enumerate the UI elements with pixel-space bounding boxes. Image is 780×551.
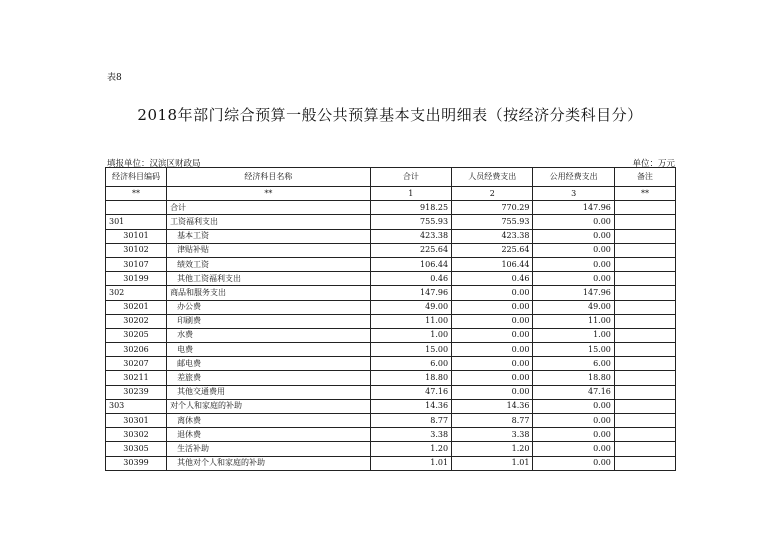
row-public-cell: 0.00 xyxy=(533,428,614,442)
row-note-cell xyxy=(614,399,675,413)
row-total-cell: 1.20 xyxy=(370,442,451,456)
table-row xyxy=(106,442,676,456)
row-note-cell xyxy=(614,201,675,215)
table-row xyxy=(106,328,676,342)
row-name-cell: 其他工资福利支出 xyxy=(167,272,371,286)
row-name-cell: 印刷费 xyxy=(167,314,371,328)
row-note-cell xyxy=(614,428,675,442)
row-code-cell: 30202 xyxy=(106,314,167,328)
table-row xyxy=(106,428,676,442)
row-note-cell xyxy=(614,257,675,271)
row-note-cell xyxy=(614,371,675,385)
row-code-cell: 30207 xyxy=(106,357,167,371)
row-public-cell: 0.00 xyxy=(533,215,614,229)
row-total-cell: 47.16 xyxy=(370,385,451,399)
row-name-cell: 其他交通费用 xyxy=(167,385,371,399)
row-personnel-cell: 106.44 xyxy=(452,257,533,271)
table-row xyxy=(106,357,676,371)
index-cell: 1 xyxy=(370,187,451,201)
index-row xyxy=(106,187,676,201)
row-personnel-cell: 0.00 xyxy=(452,385,533,399)
table-row xyxy=(106,456,676,470)
row-code-cell: 301 xyxy=(106,215,167,229)
index-cell: ** xyxy=(167,187,371,201)
row-personnel-cell: 0.00 xyxy=(452,371,533,385)
row-personnel-cell: 423.38 xyxy=(452,229,533,243)
row-public-cell: 0.00 xyxy=(533,243,614,257)
row-code-cell: 30211 xyxy=(106,371,167,385)
row-code-cell: 30199 xyxy=(106,272,167,286)
table-row xyxy=(106,215,676,229)
row-code-cell: 303 xyxy=(106,399,167,413)
row-code-cell: 30206 xyxy=(106,343,167,357)
row-personnel-cell: 0.00 xyxy=(452,286,533,300)
row-note-cell xyxy=(614,357,675,371)
row-personnel-cell: 755.93 xyxy=(452,215,533,229)
row-name-cell: 电费 xyxy=(167,343,371,357)
row-total-cell: 147.96 xyxy=(370,286,451,300)
row-public-cell: 147.96 xyxy=(533,201,614,215)
row-name-cell: 商品和服务支出 xyxy=(167,286,371,300)
reporting-unit: 填报单位：汉滨区财政局 xyxy=(107,159,201,169)
row-public-cell: 47.16 xyxy=(533,385,614,399)
row-note-cell xyxy=(614,442,675,456)
row-total-cell: 918.25 xyxy=(370,201,451,215)
table-number: 表8 xyxy=(107,73,122,83)
row-note-cell xyxy=(614,385,675,399)
table-row xyxy=(106,371,676,385)
row-public-cell: 0.00 xyxy=(533,399,614,413)
row-total-cell: 106.44 xyxy=(370,257,451,271)
table-row xyxy=(106,314,676,328)
header-note: 备注 xyxy=(614,168,675,187)
row-personnel-cell: 1.20 xyxy=(452,442,533,456)
index-cell: 2 xyxy=(452,187,533,201)
row-personnel-cell: 3.38 xyxy=(452,428,533,442)
row-total-cell: 8.77 xyxy=(370,414,451,428)
row-name-cell: 绩效工资 xyxy=(167,257,371,271)
row-total-cell: 11.00 xyxy=(370,314,451,328)
row-personnel-cell: 8.77 xyxy=(452,414,533,428)
page-title: 2018年部门综合预算一般公共预算基本支出明细表（按经济分类科目分） xyxy=(137,106,643,124)
row-personnel-cell: 1.01 xyxy=(452,456,533,470)
table-row xyxy=(106,414,676,428)
row-personnel-cell: 0.00 xyxy=(452,300,533,314)
row-code-cell: 30201 xyxy=(106,300,167,314)
row-public-cell: 11.00 xyxy=(533,314,614,328)
row-public-cell: 18.80 xyxy=(533,371,614,385)
row-code-cell: 30107 xyxy=(106,257,167,271)
row-total-cell: 423.38 xyxy=(370,229,451,243)
table-row xyxy=(106,399,676,413)
table-body xyxy=(106,201,676,471)
table-row xyxy=(106,243,676,257)
budget-table xyxy=(105,167,676,471)
row-name-cell: 离休费 xyxy=(167,414,371,428)
header-name: 经济科目名称 xyxy=(167,168,371,187)
row-public-cell: 147.96 xyxy=(533,286,614,300)
table-row xyxy=(106,286,676,300)
row-total-cell: 3.38 xyxy=(370,428,451,442)
table-row xyxy=(106,300,676,314)
row-code-cell: 30205 xyxy=(106,328,167,342)
row-personnel-cell: 0.00 xyxy=(452,314,533,328)
row-note-cell xyxy=(614,243,675,257)
row-personnel-cell: 225.64 xyxy=(452,243,533,257)
row-public-cell: 0.00 xyxy=(533,414,614,428)
row-personnel-cell: 0.00 xyxy=(452,328,533,342)
table-row xyxy=(106,229,676,243)
row-code-cell: 30101 xyxy=(106,229,167,243)
table-row xyxy=(106,343,676,357)
row-total-cell: 755.93 xyxy=(370,215,451,229)
table-row xyxy=(106,385,676,399)
row-name-cell: 水费 xyxy=(167,328,371,342)
header-public: 公用经费支出 xyxy=(533,168,614,187)
row-name-cell: 退休费 xyxy=(167,428,371,442)
table-row xyxy=(106,257,676,271)
row-public-cell: 6.00 xyxy=(533,357,614,371)
row-note-cell xyxy=(614,300,675,314)
row-note-cell xyxy=(614,215,675,229)
row-personnel-cell: 0.00 xyxy=(452,357,533,371)
row-total-cell: 18.80 xyxy=(370,371,451,385)
row-code-cell: 30302 xyxy=(106,428,167,442)
row-total-cell: 49.00 xyxy=(370,300,451,314)
row-public-cell: 0.00 xyxy=(533,257,614,271)
row-public-cell: 15.00 xyxy=(533,343,614,357)
row-public-cell: 49.00 xyxy=(533,300,614,314)
row-public-cell: 0.00 xyxy=(533,229,614,243)
row-name-cell: 工资福利支出 xyxy=(167,215,371,229)
row-code-cell: 30102 xyxy=(106,243,167,257)
row-name-cell: 差旅费 xyxy=(167,371,371,385)
row-public-cell: 0.00 xyxy=(533,272,614,286)
row-code-cell: 30239 xyxy=(106,385,167,399)
row-total-cell: 15.00 xyxy=(370,343,451,357)
index-cell: ** xyxy=(614,187,675,201)
row-code-cell: 30305 xyxy=(106,442,167,456)
row-total-cell: 14.36 xyxy=(370,399,451,413)
row-personnel-cell: 14.36 xyxy=(452,399,533,413)
row-code-cell: 30301 xyxy=(106,414,167,428)
row-public-cell: 0.00 xyxy=(533,442,614,456)
row-name-cell: 生活补助 xyxy=(167,442,371,456)
header-personnel: 人员经费支出 xyxy=(452,168,533,187)
row-code-cell: 30399 xyxy=(106,456,167,470)
table-row xyxy=(106,201,676,215)
row-personnel-cell: 770.29 xyxy=(452,201,533,215)
row-name-cell: 津贴补贴 xyxy=(167,243,371,257)
row-code-cell xyxy=(106,201,167,215)
row-note-cell xyxy=(614,328,675,342)
row-note-cell xyxy=(614,456,675,470)
row-total-cell: 1.00 xyxy=(370,328,451,342)
row-name-cell: 合计 xyxy=(167,201,371,215)
row-note-cell xyxy=(614,314,675,328)
row-public-cell: 0.00 xyxy=(533,456,614,470)
header-code: 经济科目编码 xyxy=(106,168,167,187)
table-row xyxy=(106,272,676,286)
row-name-cell: 其他对个人和家庭的补助 xyxy=(167,456,371,470)
header-row xyxy=(106,168,676,187)
currency-unit: 单位：万元 xyxy=(632,159,675,169)
index-cell: ** xyxy=(106,187,167,201)
row-name-cell: 邮电费 xyxy=(167,357,371,371)
row-total-cell: 1.01 xyxy=(370,456,451,470)
row-note-cell xyxy=(614,414,675,428)
row-total-cell: 0.46 xyxy=(370,272,451,286)
row-total-cell: 225.64 xyxy=(370,243,451,257)
row-personnel-cell: 0.00 xyxy=(452,343,533,357)
row-total-cell: 6.00 xyxy=(370,357,451,371)
row-name-cell: 对个人和家庭的补助 xyxy=(167,399,371,413)
row-note-cell xyxy=(614,272,675,286)
header-total: 合计 xyxy=(370,168,451,187)
row-code-cell: 302 xyxy=(106,286,167,300)
row-personnel-cell: 0.46 xyxy=(452,272,533,286)
row-note-cell xyxy=(614,343,675,357)
row-note-cell xyxy=(614,229,675,243)
row-name-cell: 基本工资 xyxy=(167,229,371,243)
row-note-cell xyxy=(614,286,675,300)
row-name-cell: 办公费 xyxy=(167,300,371,314)
row-public-cell: 1.00 xyxy=(533,328,614,342)
index-cell: 3 xyxy=(533,187,614,201)
